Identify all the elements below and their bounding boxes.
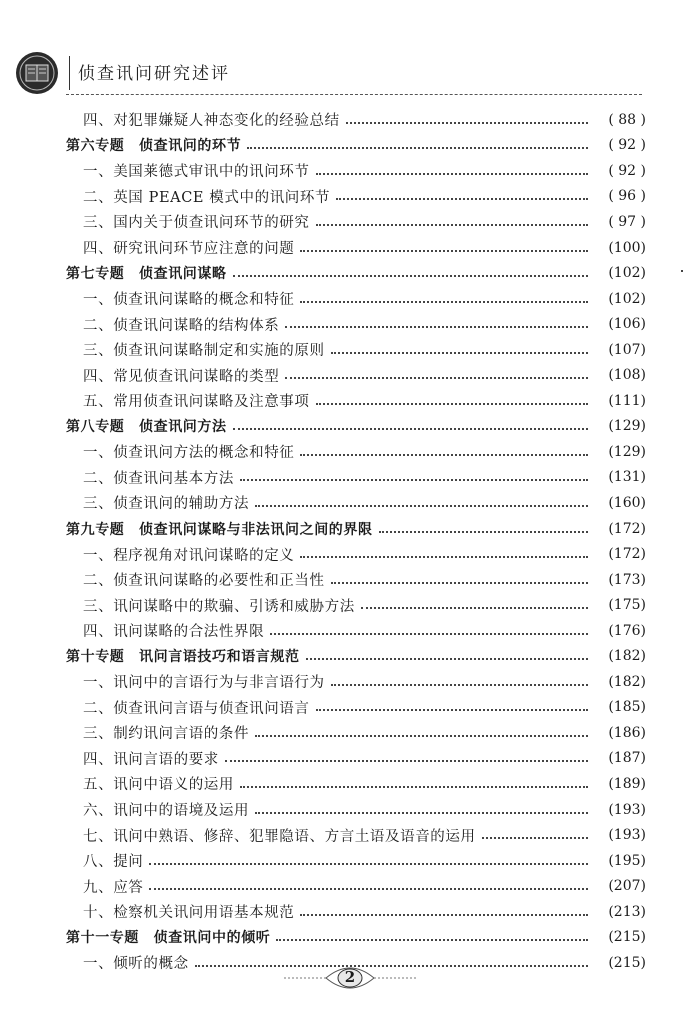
toc-page-number: ( 97 ) [608,213,646,230]
toc-dot-leader [379,531,588,533]
toc-dot-leader [316,403,589,405]
toc-page-number: (207) [608,878,646,895]
toc-entry-title: 一、美国莱德式审讯中的讯问环节 [83,164,310,181]
toc-page-number: (185) [608,699,646,716]
header-divider [69,56,70,90]
toc-chapter-row[interactable] [66,925,646,951]
toc-page-number: (173) [608,571,646,588]
toc-dot-leader [361,607,588,609]
toc-section-row[interactable] [66,771,646,797]
toc-dot-leader [482,837,588,839]
toc-page-number: ( 92 ) [608,137,646,154]
toc-entry-title: 五、讯问中语义的运用 [83,777,234,794]
toc-section-row[interactable] [66,362,646,388]
toc-section-row[interactable] [66,541,646,567]
toc-entry-title: 三、国内关于侦查讯问环节的研究 [83,215,310,232]
header-title: 侦查讯问研究述评 [78,64,230,84]
toc-entry-title: 二、英国 PEACE 模式中的讯问环节 [83,189,331,206]
toc-section-row[interactable] [66,209,646,235]
toc-dot-leader [149,863,588,865]
toc-dot-leader [255,735,588,737]
toc-page-number: ( 88 ) [608,111,646,128]
toc-dot-leader [336,198,588,200]
toc-entry-title: 一、讯问中的言语行为与非言语行为 [83,675,325,692]
toc-entry-title: 三、侦查讯问的辅助方法 [83,496,250,513]
toc-section-row[interactable] [66,822,646,848]
toc-chapter-row[interactable] [66,260,646,286]
toc-section-row[interactable] [66,337,646,363]
toc-section-row[interactable] [66,592,646,618]
toc-page-number: (172) [608,546,646,563]
toc-entry-title: 第十一专题 侦查讯问中的倾听 [66,930,271,947]
toc-entry-title: 四、讯问言语的要求 [83,751,219,768]
toc-dot-leader [331,684,588,686]
toc-entry-title: 一、程序视角对讯问谋略的定义 [83,547,295,564]
toc-page-number: (102) [608,290,646,307]
toc-entry-title: 四、讯问谋略的合法性界限 [83,624,265,641]
toc-page-number: (129) [608,418,646,435]
toc-entry-title: 三、讯问谋略中的欺骗、引诱和威胁方法 [83,598,355,615]
toc-dot-leader [233,275,588,277]
toc-entry-title: 一、侦查讯问谋略的概念和特征 [83,292,295,309]
toc-section-row[interactable] [66,873,646,899]
toc-entry-title: 二、侦查讯问谋略的结构体系 [83,317,280,334]
toc-dot-leader [316,709,589,711]
page-number: 2 [344,968,356,986]
toc-chapter-row[interactable] [66,414,646,440]
toc-page-number: (106) [608,316,646,333]
toc-entry-title: 七、讯问中熟语、修辞、犯罪隐语、方言土语及语音的运用 [83,828,476,845]
toc-section-row[interactable] [66,388,646,414]
toc-section-row[interactable] [66,465,646,491]
toc-dot-leader [247,147,588,149]
toc-entry-title: 二、侦查讯问言语与侦查讯问语言 [83,700,310,717]
toc-section-row[interactable] [66,439,646,465]
toc-dot-leader [255,812,588,814]
toc-section-row[interactable] [66,286,646,312]
toc-page-number: ( 92 ) [608,162,646,179]
toc-section-row[interactable] [66,797,646,823]
toc-section-row[interactable] [66,567,646,593]
running-header [14,50,654,98]
toc-dot-leader [225,760,588,762]
toc-entry-title: 二、侦查讯问基本方法 [83,470,234,487]
toc-entry-title: 一、侦查讯问方法的概念和特征 [83,445,295,462]
toc-page-number: (102) [608,265,646,282]
toc-section-row[interactable] [66,490,646,516]
toc-entry-title: 五、常用侦查讯问谋略及注意事项 [83,394,310,411]
toc-entry-title: 三、侦查讯问谋略制定和实施的原则 [83,343,325,360]
toc-section-row[interactable] [66,235,646,261]
toc-entry-title: 四、常见侦查讯问谋略的类型 [83,368,280,385]
toc-dot-leader [285,326,588,328]
toc-dot-leader [300,454,588,456]
toc-chapter-row[interactable] [66,643,646,669]
toc-dot-leader [316,173,589,175]
toc-page-number: (108) [608,367,646,384]
toc-page-number: (213) [608,903,646,920]
toc-section-row[interactable] [66,158,646,184]
toc-page-number: (187) [608,750,646,767]
toc-entry-title: 第八专题 侦查讯问方法 [66,419,227,436]
margin-speck [681,270,683,272]
toc-dot-leader [149,888,588,890]
toc-entry-title: 六、讯问中的语境及运用 [83,803,250,820]
toc-dot-leader [270,633,588,635]
book-emblem-icon [14,50,60,96]
header-dashed-rule [66,94,642,95]
toc-page-number: (172) [608,520,646,537]
toc-page-number: (131) [608,469,646,486]
toc-page-number: (107) [608,341,646,358]
toc-dot-leader [240,786,588,788]
toc-entry-title: 二、侦查讯问谋略的必要性和正当性 [83,573,325,590]
toc-page-number: (182) [608,648,646,665]
toc-entry-title: 八、提问 [83,854,144,871]
toc-page-number: (129) [608,443,646,460]
toc-page-number: (111) [608,392,646,409]
toc-dot-leader [276,939,588,941]
toc-section-row[interactable] [66,720,646,746]
toc-section-row[interactable] [66,746,646,772]
toc-page-number: (195) [608,852,646,869]
toc-page-number: (186) [608,724,646,741]
toc-entry-title: 第十专题 讯问言语技巧和语言规范 [66,649,300,666]
toc-dot-leader [306,658,588,660]
toc-entry-title: 四、对犯罪嫌疑人神态变化的经验总结 [83,113,340,130]
toc-entry-title: 四、研究讯问环节应注意的问题 [83,241,295,257]
toc-section-row[interactable] [66,107,646,133]
toc-chapter-row[interactable] [66,133,646,159]
table-of-contents [66,107,646,976]
toc-dot-leader [233,428,588,430]
toc-entry-title: 第九专题 侦查讯问谋略与非法讯问之间的界限 [66,521,373,538]
toc-section-row[interactable] [66,899,646,925]
toc-entry-title: 九、应答 [83,879,144,896]
toc-page-number: (100) [608,239,646,256]
toc-page-number: (160) [608,494,646,511]
toc-dot-leader [300,556,588,558]
toc-page-number: (215) [608,954,646,971]
toc-page-number: (175) [608,597,646,614]
toc-entry-title: 十、检察机关讯问用语基本规范 [83,905,295,922]
toc-dot-leader [300,301,588,303]
toc-page-number: ( 96 ) [608,188,646,205]
toc-chapter-row[interactable] [66,516,646,542]
toc-dot-leader [300,250,588,252]
toc-dot-leader [331,582,588,584]
toc-page-number: (193) [608,827,646,844]
toc-entry-title: 一、倾听的概念 [83,956,189,973]
toc-entry-title: 三、制约讯问言语的条件 [83,726,250,743]
toc-section-row[interactable] [66,618,646,644]
toc-page-number: (182) [608,673,646,690]
toc-dot-leader [285,377,588,379]
toc-section-row[interactable] [66,669,646,695]
toc-section-row[interactable] [66,848,646,874]
toc-page-number: (189) [608,775,646,792]
toc-dot-leader [316,224,589,226]
toc-dot-leader [240,479,588,481]
toc-dot-leader [300,914,588,916]
toc-page-number: (176) [608,622,646,639]
toc-entry-title: 第六专题 侦查讯问的环节 [66,138,242,155]
toc-entry-title: 第七专题 侦查讯问谋略 [66,266,227,283]
toc-page-number: (215) [608,929,646,946]
toc-section-row[interactable] [66,311,646,337]
toc-section-row[interactable] [66,695,646,721]
toc-dot-leader [331,352,588,354]
toc-section-row[interactable] [66,184,646,210]
toc-page-number: (193) [608,801,646,818]
toc-dot-leader [255,505,588,507]
toc-dot-leader [346,122,588,124]
